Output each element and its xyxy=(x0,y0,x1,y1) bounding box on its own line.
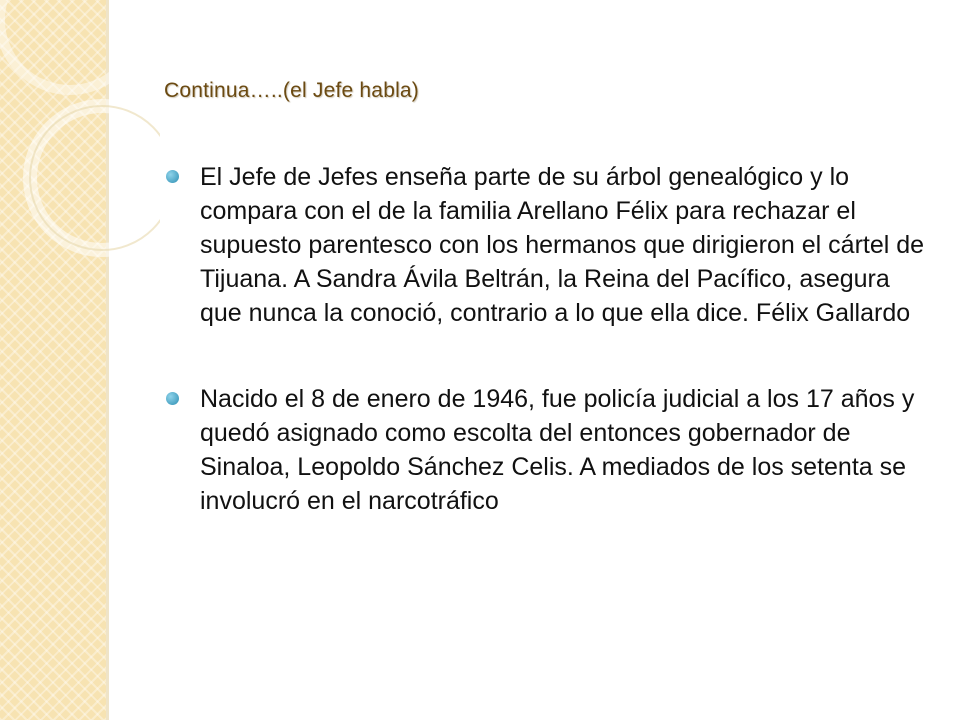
bullet-list xyxy=(166,160,926,570)
slide-title: Continua…..(el Jefe habla) xyxy=(164,79,420,102)
bullet-text: Nacido el 8 de enero de 1946, fue policía judicial a los 17 años y quedó asignado como escolta del entonces gobernador de Sinaloa, Leopoldo Sánchez Celis. A mediados de los setenta se involucró en el narcotráfico xyxy=(200,385,915,515)
decorative-circles xyxy=(0,0,160,260)
bullet-dot-icon xyxy=(166,170,179,183)
bullet-text: El Jefe de Jefes enseña parte de su árbol genealógico y lo compara con el de la familia Arellano Félix para rechazar el supuesto parentesco con los hermanos que dirigieron el cártel de Tijuana. A Sandra Ávila Beltrán, la Reina del Pacífico, asegura que nunca la conoció, contrario a lo que ella dice. Félix Gallardo xyxy=(200,163,925,327)
bullet-dot-icon xyxy=(166,392,179,405)
bullet-item xyxy=(166,160,926,330)
bullet-item xyxy=(166,382,926,518)
